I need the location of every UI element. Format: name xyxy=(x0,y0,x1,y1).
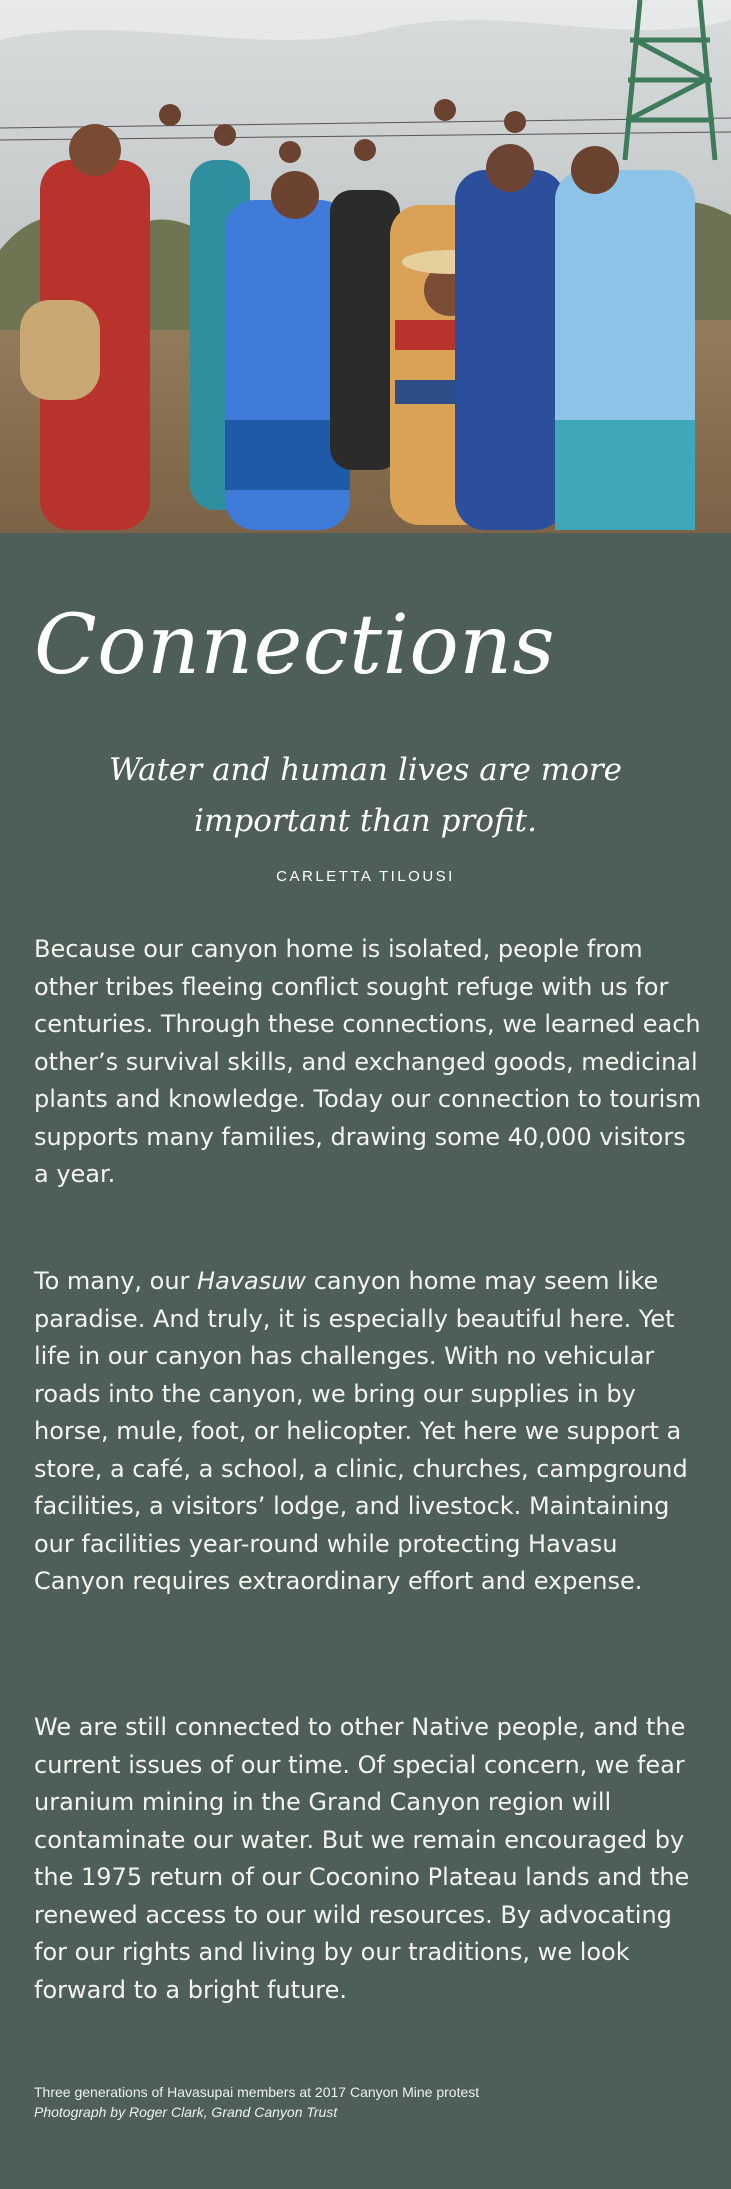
photo-illustration xyxy=(0,0,731,533)
text-panel xyxy=(0,533,731,2189)
paragraph-3: We are still connected to other Native people, and the current issues of our time. Of special concern, we fear uranium mining in the Grand Canyon region will contaminate our water. But we remain encouraged by the 1975 return of our Coconino Plateau lands and the renewed access to our wild resources. By advocating for our rights and living by our traditions, we look forward to a bright future. xyxy=(34,1713,690,2004)
caption-text: Three generations of Havasupai members at 2017 Canyon Mine protest xyxy=(34,2084,480,2100)
paragraph-2 xyxy=(34,1263,702,1601)
pull-quote: Water and human lives are more important than profit. xyxy=(108,752,623,839)
protest-photo xyxy=(0,0,731,533)
person-4 xyxy=(330,190,400,470)
person-6 xyxy=(455,170,565,530)
section-heading: Connections xyxy=(34,598,556,693)
paragraph-2-rest: canyon home may seem like paradise. And truly, it is especially beautiful here. Yet life in our canyon has challenges. With no vehicular roads into the canyon, we bring our supplies in by horse, mule, foot, or helicopter. Yet here we support a store, a café, a school, a clinic, churches, campground facilities, a visitors’ lodge, and livestock. Maintaining our facilities year-round while protecting Havasu Canyon requires extraordinary effort and expense. xyxy=(34,1267,688,1595)
quote-author: CARLETTA TILOUSI xyxy=(276,868,455,885)
photo-credit: Photograph by Roger Clark, Grand Canyon Trust xyxy=(34,2104,338,2120)
paragraph-1: Because our canyon home is isolated, people from other tribes fleeing conflict sought refuge with us for centuries. Through these connections, we learned each other’s survival skills, and exchanged goods, medicinal plants and knowledge. Today our connection to tourism supports many families, drawing some 40,000 visitors a year. xyxy=(34,935,702,1188)
paragraph-2-start: To many, our xyxy=(34,1267,198,1295)
photo-caption xyxy=(34,2082,702,2122)
havasuw-term: Havasuw xyxy=(197,1267,307,1295)
